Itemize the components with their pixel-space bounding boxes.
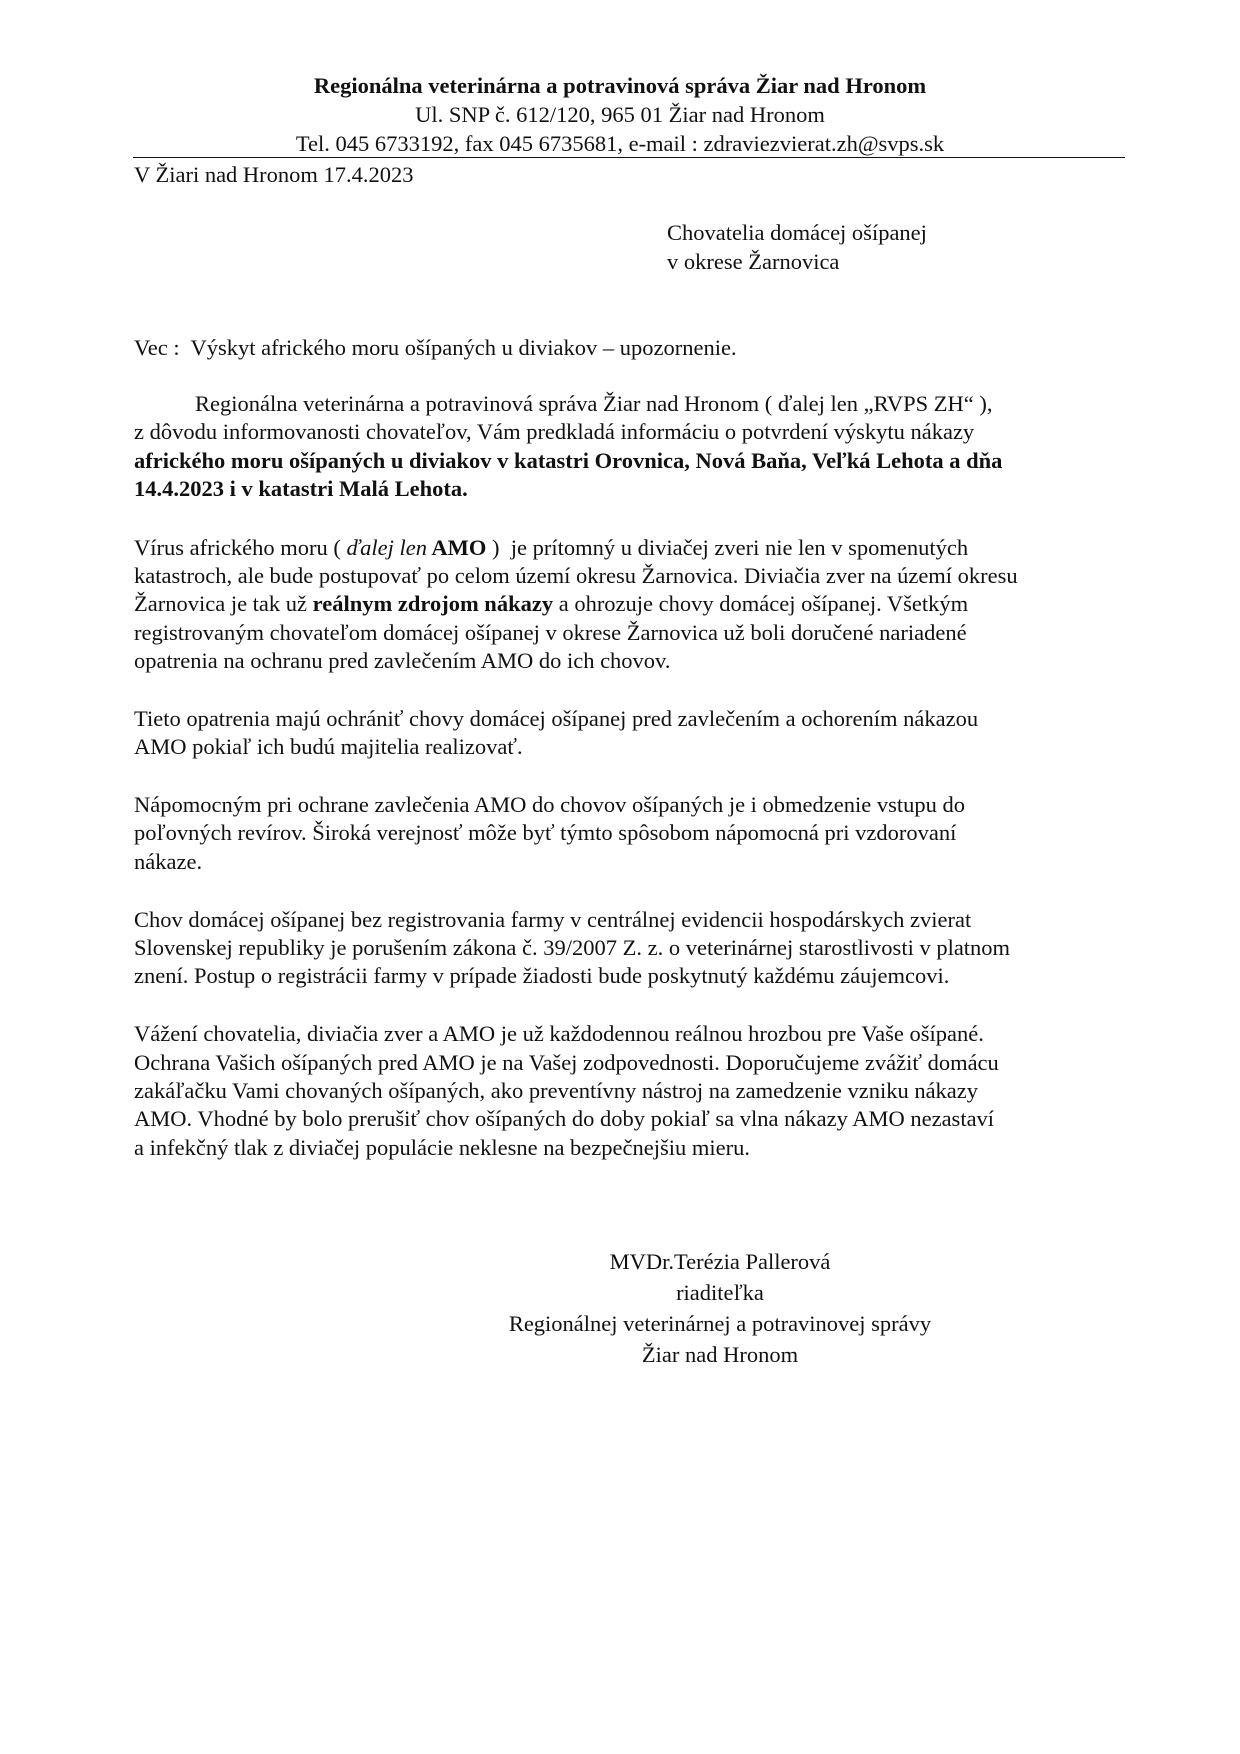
paragraph-line: AMO. Vhodné by bolo prerušiť chov ošípaných do doby pokiaľ sa vlna nákazy AMO nezastaví: [134, 1106, 995, 1131]
signatory-name: MVDr.Terézia Pallerová: [609, 1249, 831, 1274]
paragraph-line: Nápomocným pri ochrane zavlečenia AMO do chovov ošípaných je i obmedzenie vstupu do: [134, 792, 966, 817]
recipient-line-2: v okrese Žarnovica: [667, 249, 840, 274]
signatory-title: riaditeľka: [676, 1280, 764, 1305]
letterhead-contact: Tel. 045 6733192, fax 045 6735681, e-mail : zdraviezvierat.zh@svps.sk: [295, 131, 945, 156]
paragraph-line: Vírus afrického moru ( ďalej len AMO ) je prítomný u diviačej zveri nie len v spomenutých: [134, 535, 969, 560]
paragraph-line: nákaze.: [134, 849, 203, 874]
paragraph-line-bold: afrického moru ošípaných u diviakov v katastri Orovnica, Nová Baňa, Veľká Lehota a dňa: [134, 448, 1003, 473]
paragraph-line: Slovenskej republiky je porušením zákona č. 39/2007 Z. z. o veterinárnej starostlivosti v platnom: [134, 935, 1011, 960]
paragraph-line: z dôvodu informovanosti chovateľov, Vám predkladá informáciu o potvrdení výskytu nákazy: [134, 419, 975, 444]
letterhead-organization: Regionálna veterinárna a potravinová správa Žiar nad Hronom: [313, 73, 927, 98]
paragraph-line: AMO pokiaľ ich budú majitelia realizovať.: [134, 734, 523, 759]
paragraph-line: Vážení chovatelia, diviačia zver a AMO je už každodennou reálnou hrozbou pre Vaše ošípané.: [134, 1021, 984, 1046]
paragraph-line: poľovných revírov. Široká verejnosť môže byť týmto spôsobom nápomocná pri vzdorovaní: [134, 820, 957, 845]
paragraph-line: Regionálna veterinárna a potravinová správa Žiar nad Hronom ( ďalej len „RVPS ZH“ ),: [195, 391, 993, 416]
paragraph-line: zakáľačku Vami chovaných ošípaných, ako preventívny nástroj na zamedzenie vzniku nákazy: [134, 1078, 979, 1103]
paragraph-line: a infekčný tlak z diviačej populácie neklesne na bezpečnejšiu mieru.: [134, 1135, 750, 1160]
paragraph-line: znení. Postup o registrácii farmy v prípade žiadosti bude poskytnutý každému záujemcovi.: [134, 963, 950, 988]
place-date: V Žiari nad Hronom 17.4.2023: [134, 162, 414, 187]
paragraph-line: registrovaným chovateľom domácej ošípanej v okrese Žarnovica už boli doručené nariadené: [134, 620, 967, 645]
paragraph-line: Ochrana Vašich ošípaných pred AMO je na Vašej zodpovednosti. Doporučujeme zvážiť domácu: [134, 1050, 999, 1075]
paragraph-line: Žarnovica je tak už reálnym zdrojom nákazy a ohrozuje chovy domácej ošípanej. Všetkým: [134, 591, 969, 616]
signatory-organization: Regionálnej veterinárnej a potravinovej správy: [508, 1311, 932, 1336]
paragraph-line: opatrenia na ochranu pred zavlečením AMO do ich chovov.: [134, 648, 671, 673]
paragraph-line: Chov domácej ošípanej bez registrovania farmy v centrálnej evidencii hospodárskych zvierat: [134, 907, 972, 932]
letterhead-address: Ul. SNP č. 612/120, 965 01 Žiar nad Hronom: [415, 102, 825, 127]
signatory-organization-city: Žiar nad Hronom: [641, 1342, 799, 1367]
letterhead-divider: [133, 157, 1125, 158]
paragraph-line: katastroch, ale bude postupovať po celom území okresu Žarnovica. Diviačia zver na území okresu: [134, 563, 1018, 588]
recipient-line-1: Chovatelia domácej ošípanej: [667, 220, 927, 245]
subject-line: Vec : Výskyt afrického moru ošípaných u diviakov – upozornenie.: [134, 335, 737, 360]
paragraph-line-bold: 14.4.2023 i v katastri Malá Lehota.: [134, 476, 468, 501]
paragraph-line: Tieto opatrenia majú ochrániť chovy domácej ošípanej pred zavlečením a ochorením nákazou: [134, 706, 979, 731]
